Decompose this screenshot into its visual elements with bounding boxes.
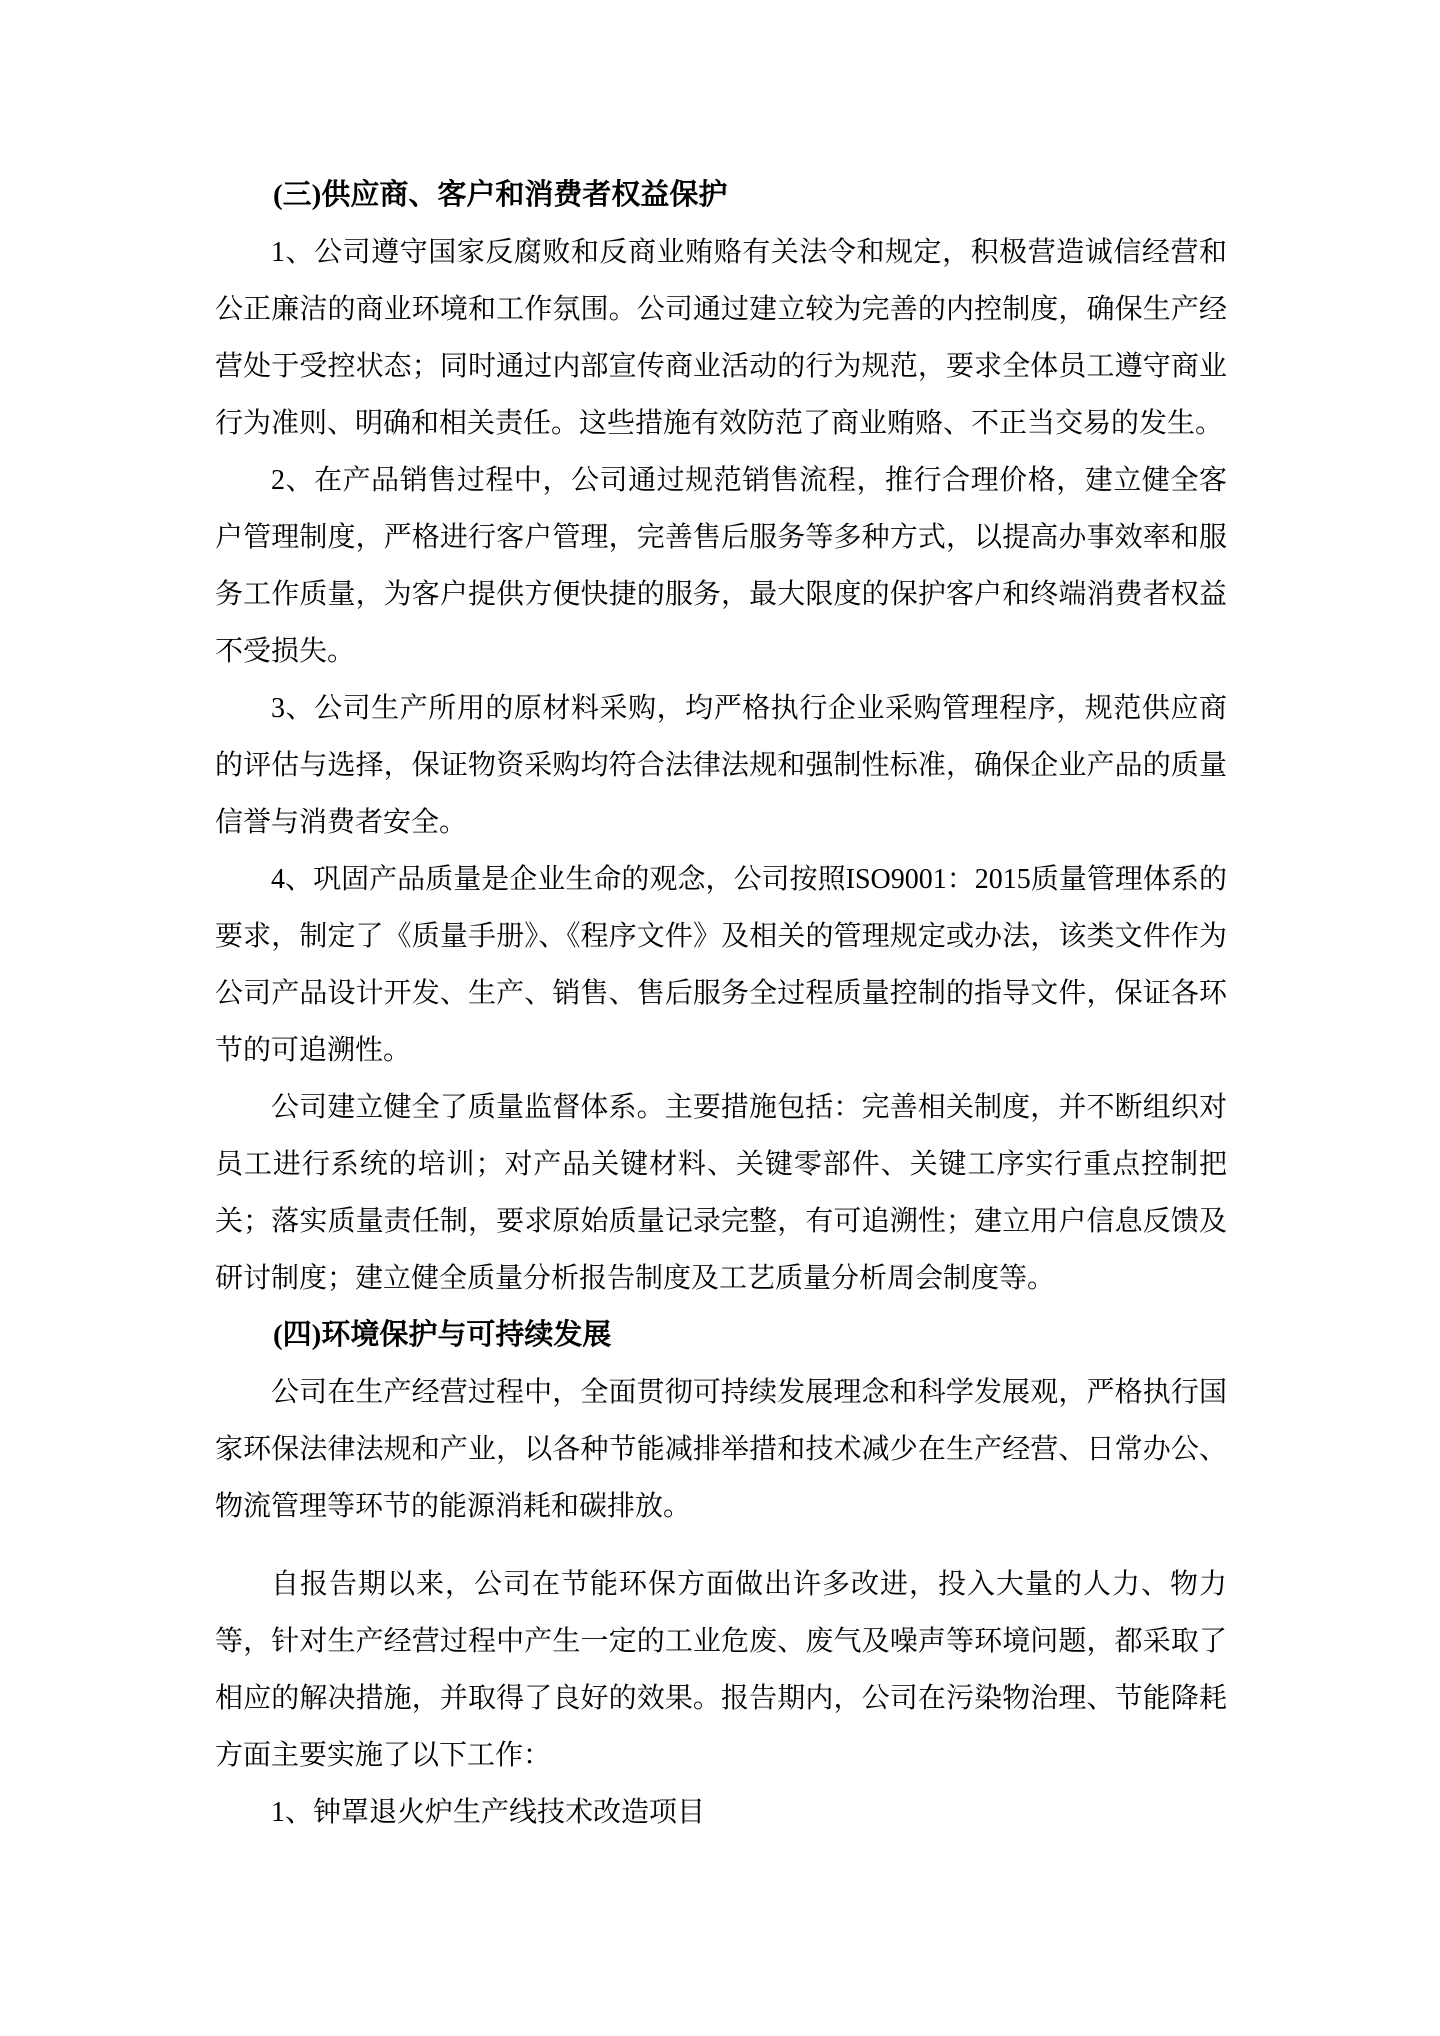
body-paragraph: 公司建立健全了质量监督体系。主要措施包括：完善相关制度，并不断组织对员工进行系统的培训；对产品关键材料、关键零部件、关键工序实行重点控制把关；落实质量责任制，要求原始质量记录完整，有可追溯性；建立用户信息反馈及研讨制度；建立健全质量分析报告制度及工艺质量分析周会制度等。 xyxy=(215,1092,1227,1294)
body-paragraph: 公司在生产经营过程中，全面贯彻可持续发展理念和科学发展观，严格执行国家环保法律法规和产业，以各种节能减排举措和技术减少在生产经营、日常办公、物流管理等环节的能源消耗和碳排放。 xyxy=(215,1377,1227,1522)
body-paragraph: 3、公司生产所用的原材料采购，均严格执行企业采购管理程序，规范供应商的评估与选择，保证物资采购均符合法律法规和强制性标准，确保企业产品的质量信誉与消费者安全。 xyxy=(215,693,1227,838)
body-paragraph: 2、在产品销售过程中，公司通过规范销售流程，推行合理价格，建立健全客户管理制度，严格进行客户管理，完善售后服务等多种方式，以提高办事效率和服务工作质量，为客户提供方便快捷的服务，最大限度的保护客户和终端消费者权益不受损失。 xyxy=(215,465,1227,667)
section-heading: (四)环境保护与可持续发展 xyxy=(273,1319,612,1351)
body-paragraph: 1、公司遵守国家反腐败和反商业贿赂有关法令和规定，积极营造诚信经营和公正廉洁的商业环境和工作氛围。公司通过建立较为完善的内控制度，确保生产经营处于受控状态；同时通过内部宣传商业活动的行为规范，要求全体员工遵守商业行为准则、明确和相关责任。这些措施有效防范了商业贿赂、不正当交易的发生。 xyxy=(215,237,1227,439)
body-paragraph: 自报告期以来，公司在节能环保方面做出许多改进，投入大量的人力、物力等，针对生产经营过程中产生一定的工业危废、废气及噪声等环境问题，都采取了相应的解决措施，并取得了良好的效果。报告期内，公司在污染物治理、节能降耗方面主要实施了以下工作： xyxy=(215,1569,1227,1771)
section-heading: (三)供应商、客户和消费者权益保护 xyxy=(273,179,728,211)
body-paragraph: 1、钟罩退火炉生产线技术改造项目 xyxy=(271,1797,706,1828)
body-paragraph: 4、巩固产品质量是企业生命的观念，公司按照ISO9001：2015质量管理体系的要求，制定了《质量手册》、《程序文件》及相关的管理规定或办法，该类文件作为公司产品设计开发、生产、销售、售后服务全过程质量控制的指导文件，保证各环节的可追溯性。 xyxy=(215,864,1227,1066)
document-content xyxy=(215,167,1227,1841)
